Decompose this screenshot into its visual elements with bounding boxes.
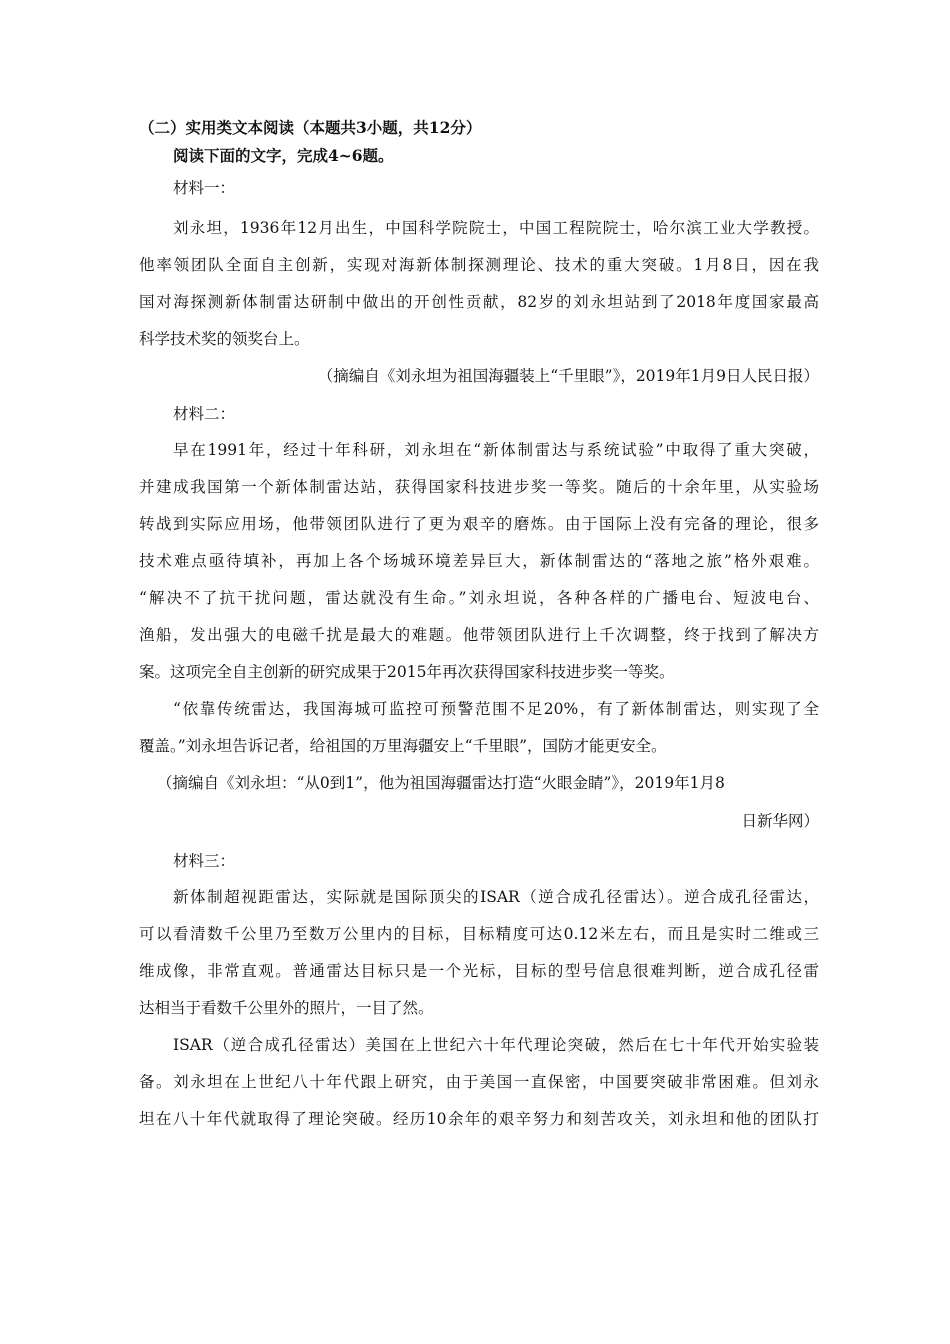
- material-two-source: （摘编自《刘永坦：“从0到1”，他为祖国海疆雷达打造“火眼金睛”》，2019年1月8: [157, 774, 725, 792]
- material-one-line: 科学技术奖的领奖台上。: [139, 330, 310, 348]
- material-one-line: 刘永坦，1936年12月出生，中国科学院院士，中国工程院院士，哈尔滨工业大学教授。: [173, 219, 819, 237]
- section-title: （二）实用类文本阅读（本题共3小题，共12分）: [139, 118, 482, 137]
- material-two-line: 渔船，发出强大的电磁千扰是最大的难题。他带领团队进行上千次调整，终于找到了解决方: [139, 626, 819, 644]
- material-one-source: （摘编自《刘永坦为祖国海疆装上“千里眼”》，2019年1月9日人民日报）: [317, 367, 819, 385]
- material-two-line: 转战到实际应用场，他带领团队进行了更为艰辛的磨炼。由于国际上没有完备的理论，很多: [139, 515, 819, 533]
- material-three-line: 维成像，非常直观。普通雷达目标只是一个光标，目标的型号信息很难判断，逆合成孔径雷: [139, 962, 819, 980]
- material-three-line: 达相当于看数千公里外的照片，一目了然。: [139, 999, 434, 1017]
- material-two-line: 案。这项完全自主创新的研究成果于2015年再次获得国家科技进步奖一等奖。: [139, 663, 675, 681]
- material-one-line: 他率领团队全面自主创新，实现对海新体制探测理论、技术的重大突破。1月8日，因在我: [139, 256, 819, 274]
- reading-section: [139, 118, 819, 1146]
- material-three-line: 新体制超视距雷达，实际就是国际顶尖的ISAR（逆合成孔径雷达）。逆合成孔径雷达，: [173, 888, 819, 906]
- material-three-line: 备。刘永坦在上世纪八十年代跟上研究，由于美国一直保密，中国要突破非常困难。但刘永: [139, 1073, 819, 1091]
- material-two-line: “依靠传统雷达，我国海城可监控可预警范围不足20%，有了新体制雷达，则实现了全: [173, 700, 819, 718]
- material-two-source-cont: 日新华网）: [741, 812, 819, 830]
- material-two-label: 材料二：: [173, 405, 236, 423]
- material-three-line: 可以看清数千公里乃至数万公里内的目标，目标精度可达0.12米左右，而且是实时二维或三: [139, 925, 819, 943]
- material-three-line: 坦在八十年代就取得了理论突破。经历10余年的艰辛努力和刻苦攻关，刘永坦和他的团队打: [139, 1110, 819, 1128]
- material-three-line: ISAR（逆合成孔径雷达）美国在上世纪六十年代理论突破，然后在七十年代开始实验装: [173, 1036, 819, 1054]
- material-two-line: 并建成我国第一个新体制雷达站，获得国家科技进步奖一等奖。随后的十余年里，从实验场: [139, 478, 819, 496]
- material-one-line: 国对海探测新体制雷达研制中做出的开创性贡献，82岁的刘永坦站到了2018年度国家最高: [139, 293, 819, 311]
- material-two-line: “解决不了抗干扰问题，雷达就没有生命。”刘永坦说，各种各样的广播电台、短波电台、: [139, 589, 819, 607]
- material-three-label: 材料三：: [173, 852, 236, 870]
- instruction-text: 阅读下面的文字，完成4~6题。: [173, 146, 394, 165]
- material-two-line: 覆盖。”刘永坦告诉记者，给祖国的万里海疆安上“千里眼”，国防才能更安全。: [139, 737, 667, 755]
- material-two-line: 早在1991年，经过十年科研，刘永坦在“新体制雷达与系统试验”中取得了重大突破，: [173, 441, 819, 459]
- material-two-line: 技术难点亟待填补，再加上各个场城环境差异巨大，新体制雷达的“落地之旅”格外艰难。: [139, 552, 819, 570]
- material-one-label: 材料一：: [173, 179, 236, 197]
